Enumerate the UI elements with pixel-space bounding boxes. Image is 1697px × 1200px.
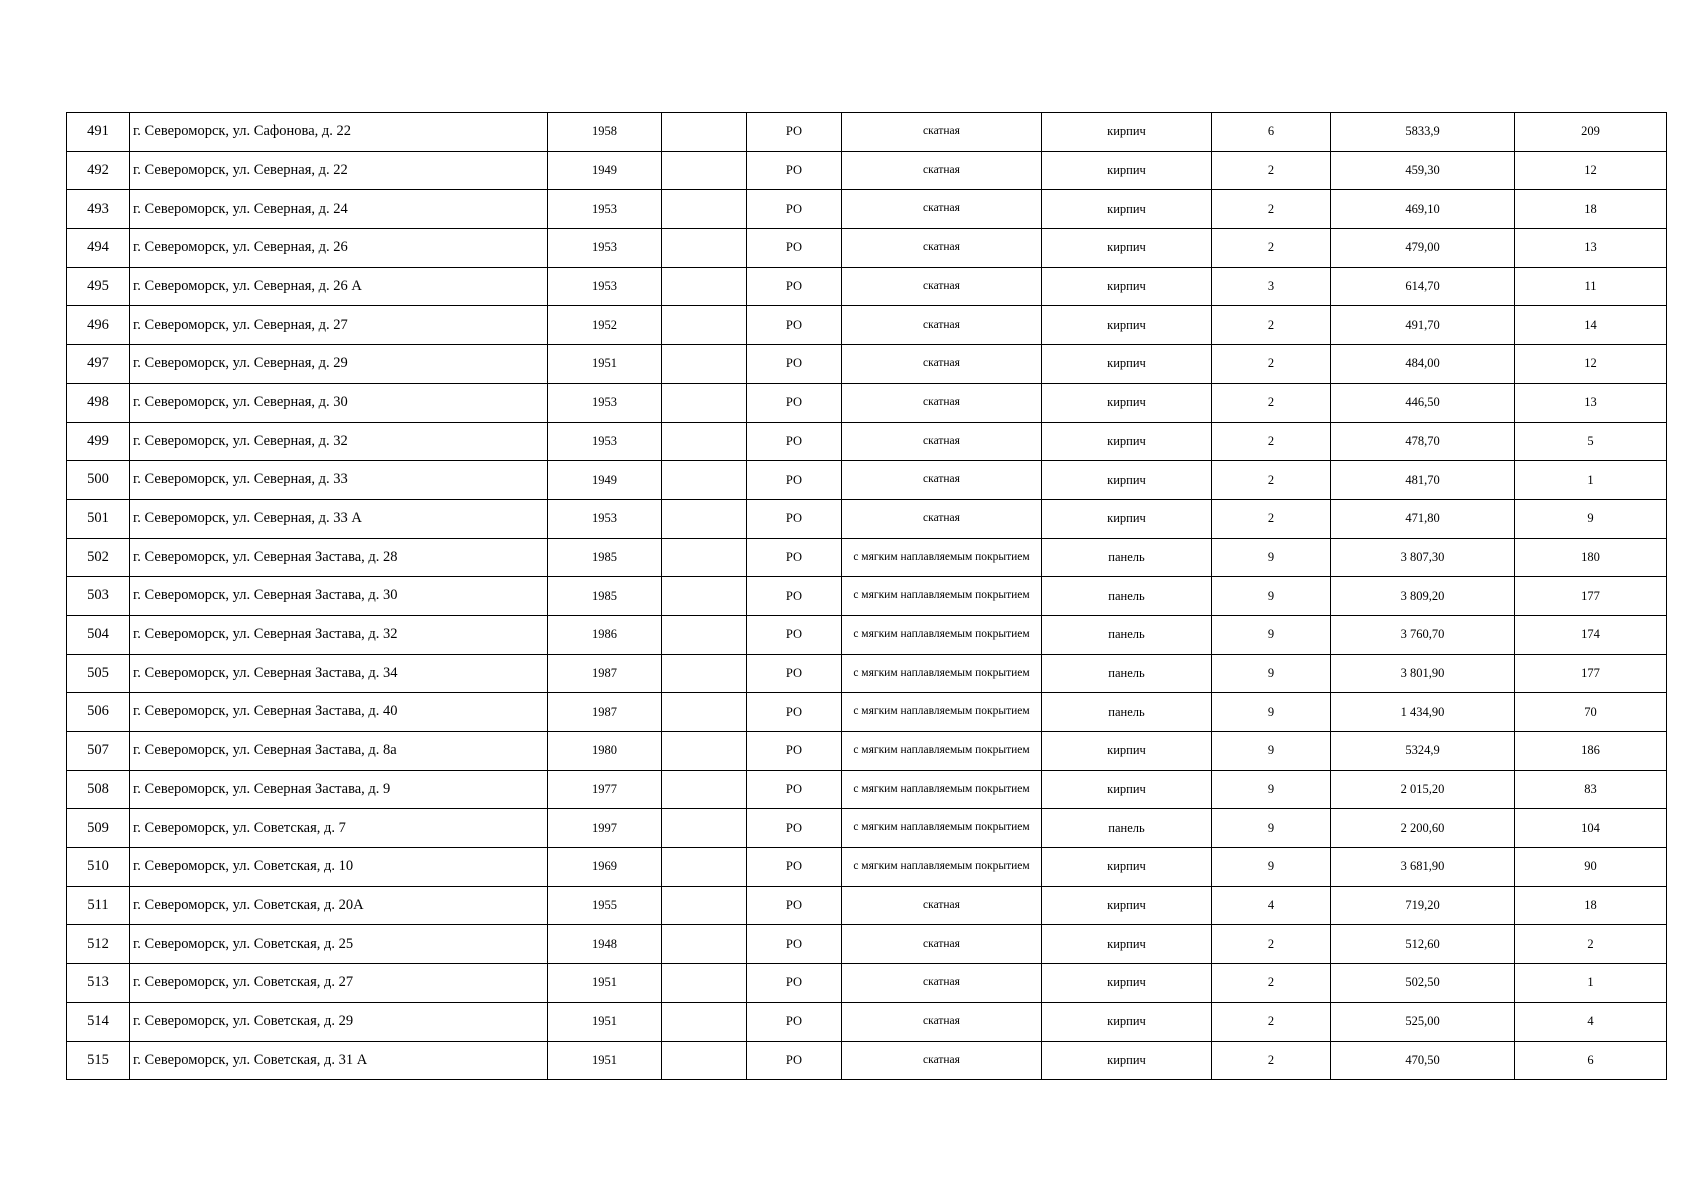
roof-type-cell: скатная [842, 151, 1042, 190]
table-row [67, 190, 1667, 229]
row-number-cell: 494 [67, 229, 130, 268]
program-code-cell: РО [747, 499, 842, 538]
floors-cell: 2 [1212, 151, 1331, 190]
residents-count-cell: 177 [1515, 654, 1667, 693]
empty-cell [662, 925, 747, 964]
year-built-cell: 1953 [548, 229, 662, 268]
wall-material-cell: кирпич [1042, 229, 1212, 268]
wall-material-cell: кирпич [1042, 113, 1212, 152]
program-code-cell: РО [747, 151, 842, 190]
wall-material-cell: кирпич [1042, 1041, 1212, 1080]
floors-cell: 2 [1212, 964, 1331, 1003]
year-built-cell: 1951 [548, 1041, 662, 1080]
residents-count-cell: 186 [1515, 732, 1667, 771]
floors-cell: 2 [1212, 383, 1331, 422]
row-number-cell: 504 [67, 615, 130, 654]
area-cell: 469,10 [1331, 190, 1515, 229]
wall-material-cell: кирпич [1042, 848, 1212, 887]
table-row [67, 461, 1667, 500]
residents-count-cell: 11 [1515, 267, 1667, 306]
wall-material-cell: кирпич [1042, 267, 1212, 306]
program-code-cell: РО [747, 770, 842, 809]
floors-cell: 9 [1212, 809, 1331, 848]
program-code-cell: РО [747, 964, 842, 1003]
table-row [67, 345, 1667, 384]
wall-material-cell: кирпич [1042, 1002, 1212, 1041]
empty-cell [662, 577, 747, 616]
roof-type-cell: с мягким наплавляемым покрытием [842, 577, 1042, 616]
wall-material-cell: панель [1042, 809, 1212, 848]
area-cell: 484,00 [1331, 345, 1515, 384]
floors-cell: 9 [1212, 693, 1331, 732]
wall-material-cell: кирпич [1042, 345, 1212, 384]
address-cell: г. Североморск, ул. Советская, д. 10 [130, 848, 548, 887]
roof-type-cell: скатная [842, 306, 1042, 345]
row-number-cell: 515 [67, 1041, 130, 1080]
empty-cell [662, 1041, 747, 1080]
address-cell: г. Североморск, ул. Советская, д. 29 [130, 1002, 548, 1041]
roof-type-cell: с мягким наплавляемым покрытием [842, 693, 1042, 732]
area-cell: 719,20 [1331, 886, 1515, 925]
area-cell: 3 801,90 [1331, 654, 1515, 693]
year-built-cell: 1948 [548, 925, 662, 964]
program-code-cell: РО [747, 886, 842, 925]
floors-cell: 2 [1212, 461, 1331, 500]
year-built-cell: 1969 [548, 848, 662, 887]
year-built-cell: 1987 [548, 693, 662, 732]
table-row [67, 151, 1667, 190]
year-built-cell: 1987 [548, 654, 662, 693]
area-cell: 459,30 [1331, 151, 1515, 190]
row-number-cell: 500 [67, 461, 130, 500]
wall-material-cell: панель [1042, 654, 1212, 693]
address-cell: г. Североморск, ул. Северная, д. 29 [130, 345, 548, 384]
year-built-cell: 1955 [548, 886, 662, 925]
row-number-cell: 503 [67, 577, 130, 616]
empty-cell [662, 848, 747, 887]
table-row [67, 964, 1667, 1003]
area-cell: 3 809,20 [1331, 577, 1515, 616]
empty-cell [662, 732, 747, 771]
table-row [67, 925, 1667, 964]
year-built-cell: 1985 [548, 577, 662, 616]
year-built-cell: 1985 [548, 538, 662, 577]
area-cell: 5833,9 [1331, 113, 1515, 152]
wall-material-cell: кирпич [1042, 383, 1212, 422]
table-row [67, 770, 1667, 809]
program-code-cell: РО [747, 615, 842, 654]
table-row [67, 499, 1667, 538]
floors-cell: 9 [1212, 615, 1331, 654]
address-cell: г. Североморск, ул. Северная Застава, д. 8а [130, 732, 548, 771]
empty-cell [662, 306, 747, 345]
residents-count-cell: 4 [1515, 1002, 1667, 1041]
address-cell: г. Североморск, ул. Советская, д. 27 [130, 964, 548, 1003]
row-number-cell: 511 [67, 886, 130, 925]
wall-material-cell: панель [1042, 577, 1212, 616]
area-cell: 525,00 [1331, 1002, 1515, 1041]
row-number-cell: 502 [67, 538, 130, 577]
year-built-cell: 1952 [548, 306, 662, 345]
table-row [67, 306, 1667, 345]
table-row [67, 538, 1667, 577]
program-code-cell: РО [747, 732, 842, 771]
residents-count-cell: 14 [1515, 306, 1667, 345]
wall-material-cell: кирпич [1042, 422, 1212, 461]
address-cell: г. Североморск, ул. Северная, д. 30 [130, 383, 548, 422]
program-code-cell: РО [747, 190, 842, 229]
address-cell: г. Североморск, ул. Северная, д. 22 [130, 151, 548, 190]
roof-type-cell: с мягким наплавляемым покрытием [842, 654, 1042, 693]
table-row [67, 229, 1667, 268]
area-cell: 1 434,90 [1331, 693, 1515, 732]
year-built-cell: 1949 [548, 461, 662, 500]
floors-cell: 2 [1212, 499, 1331, 538]
floors-cell: 2 [1212, 925, 1331, 964]
roof-type-cell: скатная [842, 886, 1042, 925]
empty-cell [662, 615, 747, 654]
residents-count-cell: 6 [1515, 1041, 1667, 1080]
area-cell: 2 015,20 [1331, 770, 1515, 809]
empty-cell [662, 383, 747, 422]
wall-material-cell: кирпич [1042, 964, 1212, 1003]
empty-cell [662, 345, 747, 384]
residents-count-cell: 180 [1515, 538, 1667, 577]
address-cell: г. Североморск, ул. Сафонова, д. 22 [130, 113, 548, 152]
address-cell: г. Североморск, ул. Северная Застава, д. 9 [130, 770, 548, 809]
floors-cell: 9 [1212, 848, 1331, 887]
roof-type-cell: скатная [842, 925, 1042, 964]
roof-type-cell: скатная [842, 499, 1042, 538]
year-built-cell: 1977 [548, 770, 662, 809]
empty-cell [662, 886, 747, 925]
empty-cell [662, 229, 747, 268]
address-cell: г. Североморск, ул. Северная Застава, д. 34 [130, 654, 548, 693]
year-built-cell: 1953 [548, 267, 662, 306]
residents-count-cell: 90 [1515, 848, 1667, 887]
floors-cell: 9 [1212, 577, 1331, 616]
row-number-cell: 501 [67, 499, 130, 538]
area-cell: 479,00 [1331, 229, 1515, 268]
roof-type-cell: скатная [842, 964, 1042, 1003]
residents-count-cell: 13 [1515, 229, 1667, 268]
empty-cell [662, 151, 747, 190]
area-cell: 3 807,30 [1331, 538, 1515, 577]
wall-material-cell: кирпич [1042, 461, 1212, 500]
roof-type-cell: скатная [842, 422, 1042, 461]
wall-material-cell: панель [1042, 538, 1212, 577]
roof-type-cell: скатная [842, 1041, 1042, 1080]
empty-cell [662, 499, 747, 538]
row-number-cell: 507 [67, 732, 130, 771]
floors-cell: 9 [1212, 654, 1331, 693]
housing-register-sheet [66, 112, 1666, 1080]
area-cell: 5324,9 [1331, 732, 1515, 771]
wall-material-cell: кирпич [1042, 151, 1212, 190]
row-number-cell: 498 [67, 383, 130, 422]
floors-cell: 2 [1212, 306, 1331, 345]
wall-material-cell: кирпич [1042, 886, 1212, 925]
residents-count-cell: 13 [1515, 383, 1667, 422]
roof-type-cell: с мягким наплавляемым покрытием [842, 848, 1042, 887]
row-number-cell: 491 [67, 113, 130, 152]
year-built-cell: 1986 [548, 615, 662, 654]
area-cell: 3 681,90 [1331, 848, 1515, 887]
program-code-cell: РО [747, 113, 842, 152]
residents-count-cell: 209 [1515, 113, 1667, 152]
area-cell: 614,70 [1331, 267, 1515, 306]
empty-cell [662, 461, 747, 500]
table-row [67, 422, 1667, 461]
area-cell: 470,50 [1331, 1041, 1515, 1080]
area-cell: 512,60 [1331, 925, 1515, 964]
address-cell: г. Североморск, ул. Советская, д. 25 [130, 925, 548, 964]
empty-cell [662, 809, 747, 848]
residents-count-cell: 9 [1515, 499, 1667, 538]
address-cell: г. Североморск, ул. Северная, д. 32 [130, 422, 548, 461]
residents-count-cell: 83 [1515, 770, 1667, 809]
roof-type-cell: с мягким наплавляемым покрытием [842, 538, 1042, 577]
floors-cell: 9 [1212, 732, 1331, 771]
year-built-cell: 1951 [548, 345, 662, 384]
residents-count-cell: 174 [1515, 615, 1667, 654]
area-cell: 471,80 [1331, 499, 1515, 538]
row-number-cell: 492 [67, 151, 130, 190]
table-row [67, 886, 1667, 925]
area-cell: 502,50 [1331, 964, 1515, 1003]
row-number-cell: 509 [67, 809, 130, 848]
year-built-cell: 1980 [548, 732, 662, 771]
table-row [67, 654, 1667, 693]
row-number-cell: 496 [67, 306, 130, 345]
year-built-cell: 1953 [548, 422, 662, 461]
roof-type-cell: с мягким наплавляемым покрытием [842, 809, 1042, 848]
floors-cell: 6 [1212, 113, 1331, 152]
floors-cell: 2 [1212, 345, 1331, 384]
address-cell: г. Североморск, ул. Северная Застава, д. 40 [130, 693, 548, 732]
floors-cell: 9 [1212, 538, 1331, 577]
table-row [67, 1002, 1667, 1041]
year-built-cell: 1953 [548, 190, 662, 229]
roof-type-cell: скатная [842, 1002, 1042, 1041]
empty-cell [662, 422, 747, 461]
year-built-cell: 1958 [548, 113, 662, 152]
wall-material-cell: панель [1042, 693, 1212, 732]
table-row [67, 113, 1667, 152]
year-built-cell: 1951 [548, 964, 662, 1003]
empty-cell [662, 654, 747, 693]
floors-cell: 2 [1212, 1002, 1331, 1041]
program-code-cell: РО [747, 925, 842, 964]
address-cell: г. Североморск, ул. Советская, д. 7 [130, 809, 548, 848]
year-built-cell: 1997 [548, 809, 662, 848]
residents-count-cell: 177 [1515, 577, 1667, 616]
floors-cell: 2 [1212, 229, 1331, 268]
area-cell: 491,70 [1331, 306, 1515, 345]
address-cell: г. Североморск, ул. Северная, д. 26 А [130, 267, 548, 306]
empty-cell [662, 538, 747, 577]
address-cell: г. Североморск, ул. Северная, д. 33 [130, 461, 548, 500]
roof-type-cell: скатная [842, 267, 1042, 306]
roof-type-cell: скатная [842, 383, 1042, 422]
year-built-cell: 1949 [548, 151, 662, 190]
table-row [67, 267, 1667, 306]
program-code-cell: РО [747, 267, 842, 306]
empty-cell [662, 190, 747, 229]
area-cell: 481,70 [1331, 461, 1515, 500]
area-cell: 3 760,70 [1331, 615, 1515, 654]
floors-cell: 9 [1212, 770, 1331, 809]
table-row [67, 1041, 1667, 1080]
area-cell: 446,50 [1331, 383, 1515, 422]
row-number-cell: 513 [67, 964, 130, 1003]
row-number-cell: 495 [67, 267, 130, 306]
year-built-cell: 1953 [548, 499, 662, 538]
floors-cell: 4 [1212, 886, 1331, 925]
table-row [67, 809, 1667, 848]
roof-type-cell: скатная [842, 461, 1042, 500]
address-cell: г. Североморск, ул. Советская, д. 31 А [130, 1041, 548, 1080]
roof-type-cell: с мягким наплавляемым покрытием [842, 615, 1042, 654]
table-row [67, 615, 1667, 654]
residents-count-cell: 18 [1515, 886, 1667, 925]
roof-type-cell: с мягким наплавляемым покрытием [842, 770, 1042, 809]
table-row [67, 693, 1667, 732]
empty-cell [662, 267, 747, 306]
address-cell: г. Североморск, ул. Советская, д. 20А [130, 886, 548, 925]
residents-count-cell: 70 [1515, 693, 1667, 732]
row-number-cell: 493 [67, 190, 130, 229]
row-number-cell: 508 [67, 770, 130, 809]
empty-cell [662, 964, 747, 1003]
residents-count-cell: 104 [1515, 809, 1667, 848]
roof-type-cell: скатная [842, 345, 1042, 384]
program-code-cell: РО [747, 345, 842, 384]
row-number-cell: 506 [67, 693, 130, 732]
program-code-cell: РО [747, 461, 842, 500]
table-row [67, 383, 1667, 422]
wall-material-cell: кирпич [1042, 306, 1212, 345]
floors-cell: 2 [1212, 1041, 1331, 1080]
row-number-cell: 505 [67, 654, 130, 693]
program-code-cell: РО [747, 654, 842, 693]
empty-cell [662, 113, 747, 152]
address-cell: г. Североморск, ул. Северная Застава, д. 30 [130, 577, 548, 616]
address-cell: г. Североморск, ул. Северная Застава, д. 28 [130, 538, 548, 577]
row-number-cell: 499 [67, 422, 130, 461]
row-number-cell: 510 [67, 848, 130, 887]
address-cell: г. Североморск, ул. Северная Застава, д. 32 [130, 615, 548, 654]
residents-count-cell: 12 [1515, 151, 1667, 190]
floors-cell: 2 [1212, 422, 1331, 461]
year-built-cell: 1953 [548, 383, 662, 422]
wall-material-cell: кирпич [1042, 732, 1212, 771]
area-cell: 478,70 [1331, 422, 1515, 461]
table-row [67, 577, 1667, 616]
housing-table [66, 112, 1667, 1080]
program-code-cell: РО [747, 306, 842, 345]
address-cell: г. Североморск, ул. Северная, д. 27 [130, 306, 548, 345]
program-code-cell: РО [747, 693, 842, 732]
residents-count-cell: 18 [1515, 190, 1667, 229]
program-code-cell: РО [747, 848, 842, 887]
address-cell: г. Североморск, ул. Северная, д. 26 [130, 229, 548, 268]
program-code-cell: РО [747, 577, 842, 616]
residents-count-cell: 1 [1515, 964, 1667, 1003]
residents-count-cell: 12 [1515, 345, 1667, 384]
table-row [67, 732, 1667, 771]
program-code-cell: РО [747, 229, 842, 268]
roof-type-cell: с мягким наплавляемым покрытием [842, 732, 1042, 771]
year-built-cell: 1951 [548, 1002, 662, 1041]
program-code-cell: РО [747, 538, 842, 577]
table-row [67, 848, 1667, 887]
address-cell: г. Североморск, ул. Северная, д. 24 [130, 190, 548, 229]
roof-type-cell: скатная [842, 229, 1042, 268]
residents-count-cell: 1 [1515, 461, 1667, 500]
wall-material-cell: кирпич [1042, 190, 1212, 229]
wall-material-cell: кирпич [1042, 770, 1212, 809]
wall-material-cell: кирпич [1042, 499, 1212, 538]
area-cell: 2 200,60 [1331, 809, 1515, 848]
wall-material-cell: кирпич [1042, 925, 1212, 964]
floors-cell: 3 [1212, 267, 1331, 306]
empty-cell [662, 693, 747, 732]
roof-type-cell: скатная [842, 190, 1042, 229]
program-code-cell: РО [747, 383, 842, 422]
empty-cell [662, 1002, 747, 1041]
row-number-cell: 514 [67, 1002, 130, 1041]
residents-count-cell: 2 [1515, 925, 1667, 964]
empty-cell [662, 770, 747, 809]
table-body [67, 113, 1667, 1080]
floors-cell: 2 [1212, 190, 1331, 229]
program-code-cell: РО [747, 422, 842, 461]
row-number-cell: 512 [67, 925, 130, 964]
row-number-cell: 497 [67, 345, 130, 384]
roof-type-cell: скатная [842, 113, 1042, 152]
wall-material-cell: панель [1042, 615, 1212, 654]
program-code-cell: РО [747, 1002, 842, 1041]
residents-count-cell: 5 [1515, 422, 1667, 461]
program-code-cell: РО [747, 1041, 842, 1080]
address-cell: г. Североморск, ул. Северная, д. 33 А [130, 499, 548, 538]
program-code-cell: РО [747, 809, 842, 848]
